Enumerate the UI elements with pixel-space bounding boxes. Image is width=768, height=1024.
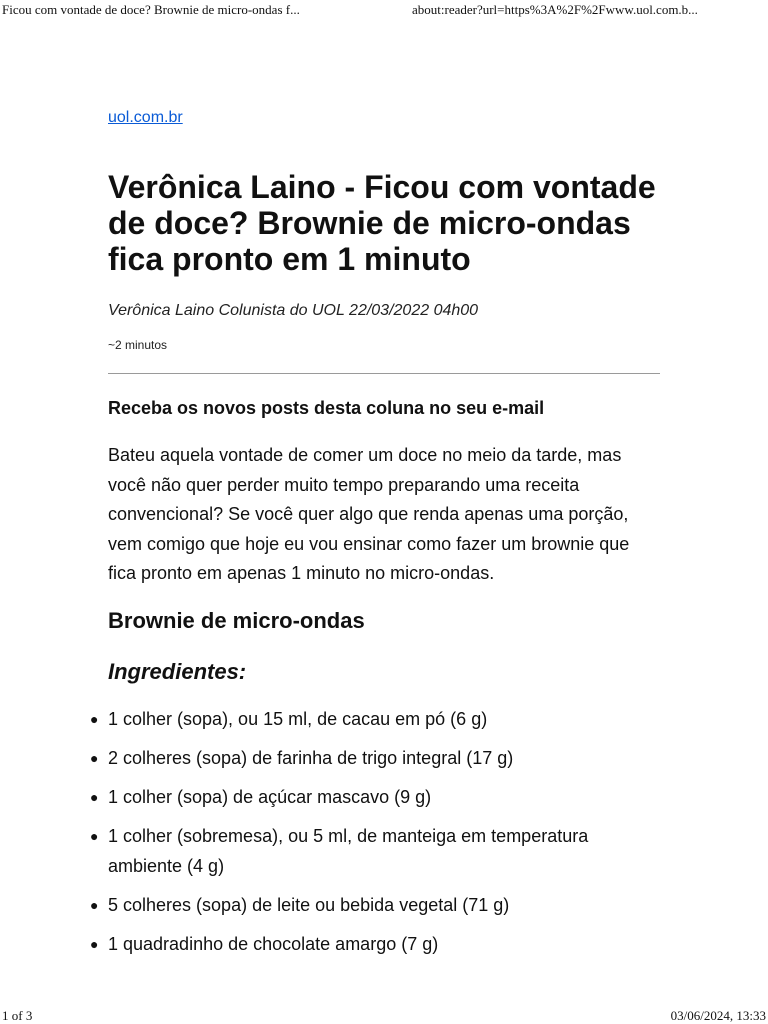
article-intro: Bateu aquela vontade de comer um doce no meio da tarde, mas você não quer perder muito tempo preparando uma receita convencional? Se você quer algo que renda apenas uma porção, vem comigo que hoje eu vou ensinar como fazer um brownie que fica pronto em apenas 1 minuto no micro-ondas. — [108, 445, 630, 583]
print-datetime: 03/06/2024, 13:33 — [670, 1008, 766, 1023]
ingredient-text: 5 colheres (sopa) de leite ou bebida vegetal (71 g) — [108, 894, 510, 915]
article-byline: Verônica Laino Colunista do UOL 22/03/2022 04h00 — [108, 302, 479, 319]
ingredients-heading: Ingredientes: — [108, 658, 247, 684]
ingredient-text: 1 colher (sopa) de açúcar mascavo (9 g) — [108, 786, 432, 807]
header-divider — [108, 373, 660, 374]
reading-time: ~2 minutos — [108, 338, 168, 352]
source-link[interactable]: uol.com.br — [108, 109, 183, 126]
print-footer — [0, 1008, 768, 1024]
bullet-icon: ● — [90, 935, 99, 952]
bullet-icon: ● — [90, 827, 99, 844]
list-item — [90, 704, 660, 734]
print-header — [0, 0, 768, 20]
ingredient-text: 1 quadradinho de chocolate amargo (7 g) — [108, 933, 439, 954]
bullet-icon: ● — [90, 788, 99, 805]
reader-article — [90, 108, 660, 968]
bullet-icon: ● — [90, 896, 99, 913]
recipe-heading: Brownie de micro-ondas — [108, 607, 365, 633]
ingredient-list — [90, 704, 660, 959]
ingredient-text: 1 colher (sopa), ou 15 ml, de cacau em pó (6 g) — [108, 708, 488, 729]
list-item — [90, 929, 660, 959]
list-item — [90, 890, 660, 920]
list-item — [90, 743, 660, 773]
print-page-url: about:reader?url=https%3A%2F%2Fwww.uol.com.b... — [412, 2, 698, 17]
article-title: Verônica Laino - Ficou com vontade de doce? Brownie de micro-ondas fica pronto em 1 minuto — [108, 169, 656, 277]
page-number: 1 of 3 — [2, 1008, 33, 1023]
subscribe-prompt: Receba os novos posts desta coluna no seu e-mail — [108, 398, 545, 418]
ingredient-text: 2 colheres (sopa) de farinha de trigo integral (17 g) — [108, 747, 514, 768]
ingredient-text: 1 colher (sobremesa), ou 5 ml, de manteiga em temperatura ambiente (4 g) — [108, 825, 589, 876]
bullet-icon: ● — [90, 749, 99, 766]
bullet-icon: ● — [90, 710, 99, 727]
print-page-title: Ficou com vontade de doce? Brownie de micro-ondas f... — [2, 2, 300, 17]
list-item — [90, 782, 660, 812]
list-item — [90, 821, 660, 881]
